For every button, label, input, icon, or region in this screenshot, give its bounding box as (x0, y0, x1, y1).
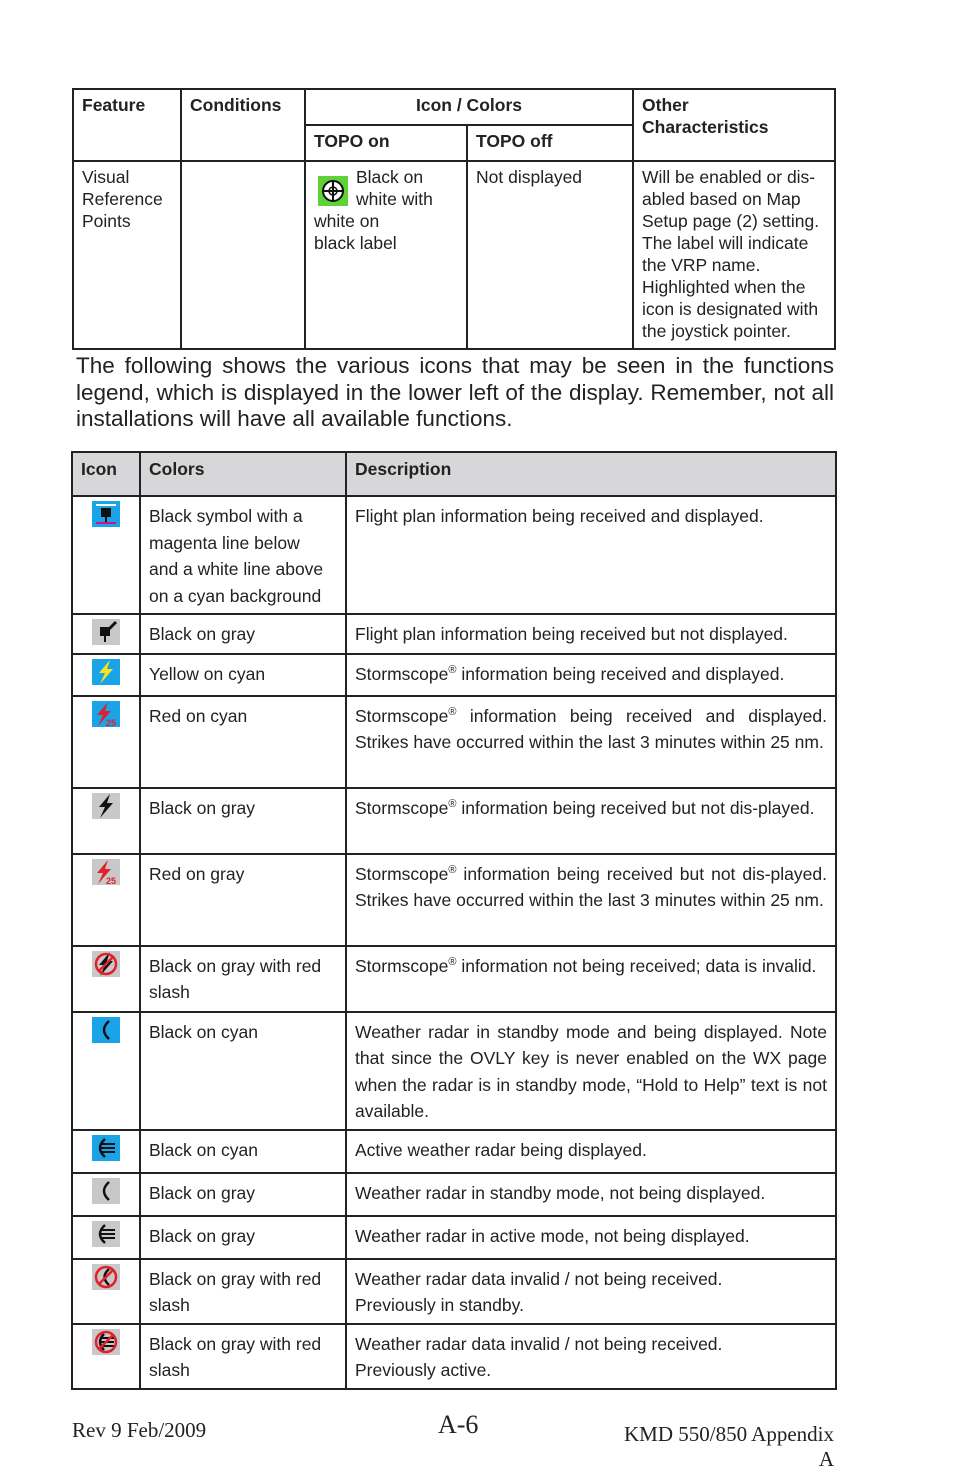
table-row (72, 788, 836, 854)
footer-document-title: KMD 550/850 Appendix A (624, 1422, 834, 1471)
colors-cell: Black on gray with red slash (140, 946, 346, 1012)
flight-plan-displayed-icon (92, 501, 120, 527)
other-line: the joystick pointer. (642, 321, 791, 341)
icon-cell (72, 1173, 140, 1216)
stormscope-invalid-icon (92, 951, 120, 977)
radar-invalid-active-icon (92, 1329, 120, 1355)
vrp-topo-on-cell (305, 161, 467, 349)
header-icon: Icon (72, 452, 140, 496)
icon-cell (72, 614, 140, 654)
topo-on-line: white on (314, 211, 380, 231)
header-topo-on: TOPO on (305, 125, 467, 161)
header-description: Description (346, 452, 836, 496)
vrp-other-cell (633, 161, 835, 349)
radar-standby-displayed-icon (92, 1017, 120, 1043)
stormscope-label: Stormscope (355, 705, 449, 726)
footer-page-number: A-6 (438, 1410, 479, 1439)
flight-plan-not-displayed-icon (92, 619, 120, 645)
description-text: information being received but not dis-played. Strikes have occurred within the last 3 minutes within 25 nm. (355, 863, 827, 910)
registered-mark: ® (448, 663, 457, 676)
stormscope-label: Stormscope (355, 955, 449, 976)
feature-line: Reference (82, 189, 163, 209)
colors-cell: Black on cyan (140, 1012, 346, 1130)
description-cell: Weather radar in standby mode, not being displayed. (346, 1173, 836, 1216)
description-cell (346, 788, 836, 854)
vrp-conditions-cell (181, 161, 305, 349)
icon-cell (72, 696, 140, 788)
table-row (72, 1259, 836, 1324)
table-row (72, 1324, 836, 1389)
icon-cell (72, 1216, 140, 1259)
colors-cell: Black on cyan (140, 1130, 346, 1173)
registered-mark: ® (448, 863, 457, 876)
colors-cell: Yellow on cyan (140, 654, 346, 696)
stormscope-displayed-icon (92, 659, 120, 685)
colors-cell (140, 496, 346, 614)
colors-cell: Red on gray (140, 854, 346, 946)
svg-text:25: 25 (106, 717, 117, 727)
other-line: abled based on Map (642, 189, 801, 209)
icon-cell (72, 654, 140, 696)
description-cell (346, 854, 836, 946)
description-line: Previously active. (355, 1360, 492, 1380)
intro-paragraph: The following shows the various icons that may be seen in the functions legend, which is displayed in the lower left of the display. Remember, not all installations will have all available functions. (76, 353, 834, 431)
vrp-row (73, 161, 835, 349)
description-cell: Flight plan information being received but not displayed. (346, 614, 836, 654)
icon-cell (72, 496, 140, 614)
header-conditions: Conditions (181, 89, 305, 161)
table-row (72, 946, 836, 1012)
description-cell (346, 1324, 836, 1389)
icon-cell (72, 788, 140, 854)
header-other-line1: Other (642, 95, 689, 115)
feature-line: Points (82, 211, 131, 231)
description-text: information being received but not dis-played. (456, 797, 815, 818)
icon-cell (72, 1012, 140, 1130)
icon-cell (72, 1130, 140, 1173)
description-text: information not being received; data is invalid. (456, 955, 817, 976)
radar-standby-not-displayed-icon (92, 1178, 120, 1204)
description-line: Weather radar data invalid / not being received. (355, 1268, 723, 1289)
table-row (72, 854, 836, 946)
stormscope-strikes-displayed-icon (92, 701, 120, 727)
stormscope-not-displayed-icon (92, 793, 120, 819)
description-line: Weather radar data invalid / not being received. (355, 1333, 723, 1354)
icon-cell (72, 1259, 140, 1324)
colors-cell: Black on gray (140, 1173, 346, 1216)
table-row (72, 654, 836, 696)
feature-line: Visual (82, 167, 130, 187)
vrp-topo-off-cell: Not displayed (467, 161, 633, 349)
topo-on-line: black label (314, 233, 397, 253)
colors-cell: Black on gray (140, 614, 346, 654)
registered-mark: ® (448, 797, 457, 810)
topo-on-line: white with (356, 189, 433, 209)
vrp-feature-table (72, 88, 836, 350)
topo-on-line: Black on (356, 167, 424, 187)
svg-text:25: 25 (106, 875, 117, 885)
other-line: Highlighted when the (642, 277, 806, 297)
functions-legend-table (71, 451, 837, 1390)
description-cell (346, 696, 836, 788)
header-icon-colors: Icon / Colors (305, 89, 633, 125)
description-cell: Active weather radar being displayed. (346, 1130, 836, 1173)
table-row (72, 1130, 836, 1173)
colors-line: Black symbol with a (149, 506, 303, 526)
vrp-feature-cell (73, 161, 181, 349)
other-line: the VRP name. (642, 255, 761, 275)
radar-active-not-displayed-icon (92, 1221, 120, 1247)
table-row (72, 1216, 836, 1259)
other-line: The label will indicate (642, 233, 809, 253)
colors-line: and a white line above (149, 559, 324, 579)
colors-cell: Black on gray (140, 1216, 346, 1259)
description-text: information being received and displayed. Strikes have occurred within the last 3 minutes within 25 nm. (355, 705, 827, 752)
colors-cell: Black on gray (140, 788, 346, 854)
icon-cell (72, 1324, 140, 1389)
icon-cell (72, 946, 140, 1012)
header-topo-off: TOPO off (467, 125, 633, 161)
table-row (72, 614, 836, 654)
header-other-characteristics (633, 89, 835, 161)
icon-cell (72, 854, 140, 946)
stormscope-label: Stormscope (355, 863, 449, 884)
colors-cell: Red on cyan (140, 696, 346, 788)
header-colors: Colors (140, 452, 346, 496)
description-cell (346, 946, 836, 1012)
description-cell: Weather radar in standby mode and being displayed. Note that since the OVLY key is never enabled on the WX page when the radar is in standby mode, “Hold to Help” text is not available. (346, 1012, 836, 1130)
stormscope-label: Stormscope (355, 663, 449, 684)
header-other-line2: Characteristics (642, 117, 769, 137)
description-cell (346, 1259, 836, 1324)
colors-line: on a cyan background (149, 585, 322, 606)
vrp-crosshair-icon (318, 176, 348, 206)
description-line: Previously in standby. (355, 1295, 524, 1315)
radar-active-displayed-icon (92, 1135, 120, 1161)
table-row (72, 496, 836, 614)
registered-mark: ® (448, 705, 457, 718)
colors-cell: Black on gray with red slash (140, 1324, 346, 1389)
description-cell: Flight plan information being received and displayed. (346, 496, 836, 614)
table-row (72, 1173, 836, 1216)
colors-cell: Black on gray with red slash (140, 1259, 346, 1324)
other-line: Will be enabled or dis- (642, 167, 816, 187)
colors-line: magenta line below (149, 532, 300, 553)
radar-invalid-standby-icon (92, 1264, 120, 1290)
table-row (72, 1012, 836, 1130)
table-row (72, 696, 836, 788)
footer-revision: Rev 9 Feb/2009 (72, 1418, 207, 1442)
stormscope-label: Stormscope (355, 797, 449, 818)
registered-mark: ® (448, 955, 457, 968)
other-line: Setup page (2) setting. (642, 211, 820, 231)
description-cell: Weather radar in active mode, not being displayed. (346, 1216, 836, 1259)
description-text: information being received and displayed. (456, 663, 785, 684)
stormscope-strikes-not-displayed-icon (92, 859, 120, 885)
other-line: icon is designated with (642, 299, 819, 319)
description-cell (346, 654, 836, 696)
header-feature: Feature (73, 89, 181, 161)
